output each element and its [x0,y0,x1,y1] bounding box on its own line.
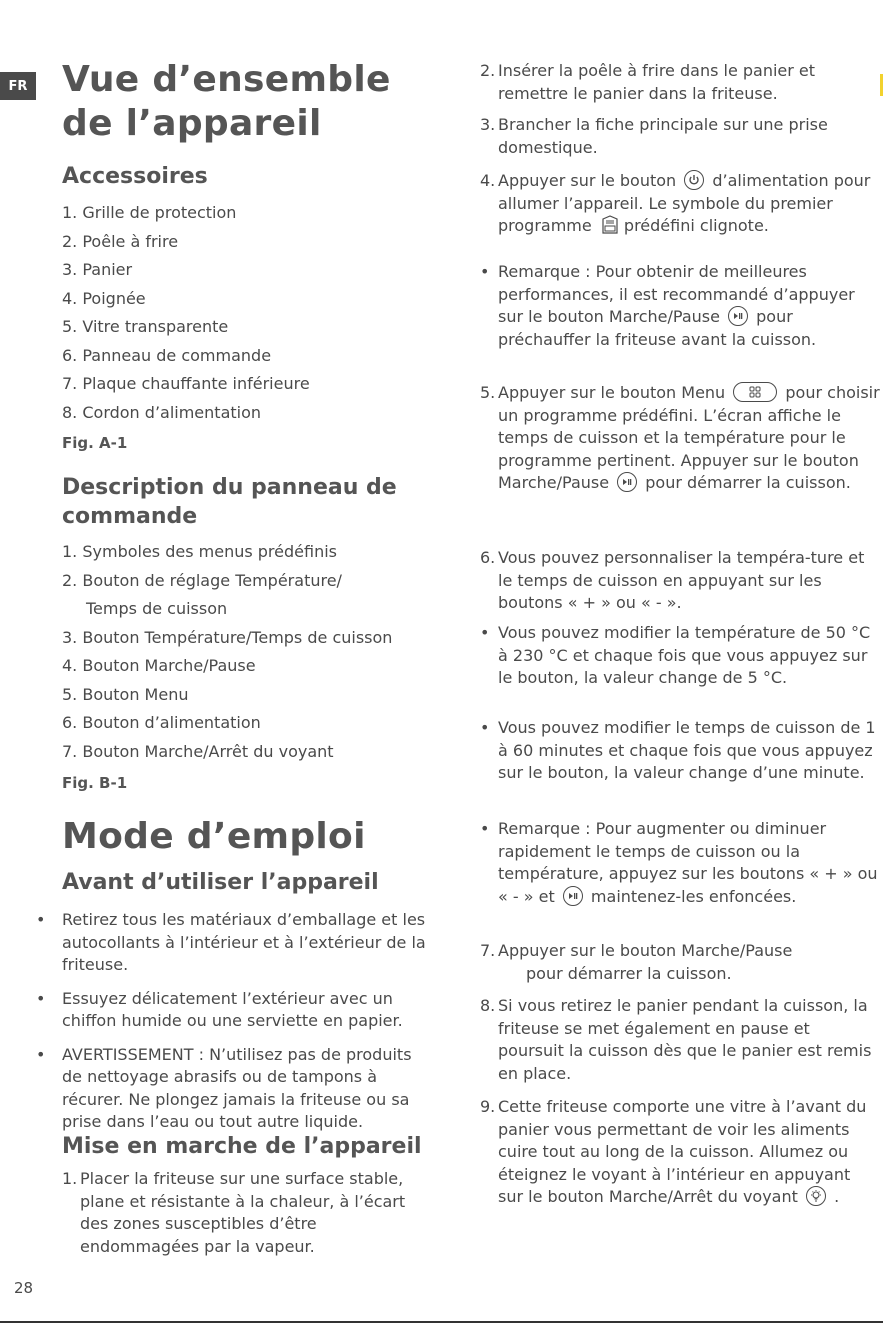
step-text: Placer la friteuse sur une surface stable, plane et résistante à la chaleur, à l’écart des zones susceptibles d’être endommagées par la vapeur. [80,1169,406,1256]
list-item: 1. Grille de protection [62,203,237,222]
step-9 [480,1096,880,1209]
step-text: Appuyer sur le bouton Marche/Pause [498,941,793,960]
step-text: Cette friteuse comporte une vitre à l’avant du panier vous permettant de voir les aliments cuire tout au long de la cuisson. Allumez ou éteignez le voyant à l’intérieur en appuyant sur le bouton Marche/Arrêt du voyant [498,1097,867,1206]
before-use-list [36,909,426,1145]
list-item: 7. Plaque chauffante inférieure [62,374,310,393]
list-item: 8. Cordon d’alimentation [62,402,262,422]
bullet-text: Vous pouvez modifier le temps de cuisson de 1 à 60 minutes et chaque fois que vous appuyez sur le bouton, la valeur change d’une minute. [498,718,876,782]
list-item-continuation: Temps de cuisson [86,599,228,618]
step-text: Insérer la poêle à frire dans le panier et remettre le panier dans la friteuse. [498,61,816,103]
list-item: 5. Bouton Menu [62,684,189,704]
step-2 [480,60,880,105]
control-panel-heading-line2: commande [62,504,198,529]
note-text: pour préchauffer la friteuse avant la cuisson. [498,307,817,349]
section-title-instructions: Mode d’emploi [62,816,366,857]
bullet-text: Vous pouvez modifier la température de 50 °C à 230 °C et chaque fois que vous appuyez sur le bouton, la valeur change de 5 °C. [498,623,871,687]
step-number: 8. [480,996,496,1015]
list-item: 6. Bouton d’alimentation [62,713,261,732]
play-pause-icon [728,306,748,326]
figure-reference-a: Fig. A-1 [62,434,128,452]
note-text: maintenez-les enfoncées. [590,886,797,906]
step-text: Appuyer sur le bouton [498,171,677,190]
bullet-temperature [480,622,880,690]
step-text: pour démarrer la cuisson. [526,963,732,983]
step-number: 5. [480,383,496,402]
startup-step-1 [62,1168,432,1258]
bullet-time [480,717,880,785]
step-text: Si vous retirez le panier pendant la cuisson, la friteuse se met également en pause et poursuit la cuisson dès que le panier est remis en place. [498,996,872,1083]
list-item: • AVERTISSEMENT : N’utilisez pas de produits de nettoyage abrasifs ou de tampons à récurer. Ne plongez jamais la friteuse ou sa prise dans l’eau ou tout autre liquide. [36,1044,426,1134]
note-text: Remarque : Pour augmenter ou diminuer rapidement le temps de cuisson ou la température, appuyez sur les boutons « + » ou « - » et [498,819,878,906]
step-text: pour démarrer la cuisson. [645,473,851,492]
language-tab: FR [0,72,36,100]
list-item: • Essuyez délicatement l’extérieur avec un chiffon humide ou une serviette en papier. [36,988,426,1033]
step-text: Appuyer sur le bouton Menu [498,383,726,402]
step-number: 9. [480,1097,496,1116]
step-number: 1. [62,1169,78,1188]
figure-reference-b: Fig. B-1 [62,774,128,792]
list-item: 3. Bouton Température/Temps de cuisson [62,627,393,647]
note-preheat [480,261,880,351]
step-text: Vous pouvez personnaliser la tempéra-ture et le temps de cuisson en appuyant sur les boutons « + » ou « - ». [498,548,865,612]
startup-heading: Mise en marche de l’appareil [62,1134,422,1159]
play-pause-icon [617,472,637,492]
list-item: 6. Panneau de commande [62,345,272,365]
step-number: 4. [480,171,496,190]
light-bulb-icon [806,1186,826,1206]
accessories-list [62,199,310,427]
list-item: 2. Poêle à frire [62,231,179,251]
step-3 [480,114,880,159]
before-use-heading: Avant d’utiliser l’appareil [62,870,379,895]
step-6 [480,547,880,615]
power-icon [684,170,704,190]
step-text: . [834,1187,840,1206]
step-4 [480,170,880,238]
step-number: 2. [480,61,496,80]
section-title-overview: Vue d’ensemble [62,59,391,100]
menu-icon [733,382,777,402]
list-item: 7. Bouton Marche/Arrêt du voyant [62,741,334,761]
diy-program-icon [601,215,619,235]
step-8 [480,995,880,1085]
list-item: • Retirez tous les matériaux d’emballage et les autocollants à l’intérieur et à l’extérieur de la friteuse. [36,909,426,977]
list-item: 5. Vitre transparente [62,317,229,336]
list-item: 1. Symboles des menus prédéfinis [62,542,337,561]
step-number: 6. [480,548,496,567]
list-item: 4. Bouton Marche/Pause [62,656,256,675]
step-text: Brancher la fiche principale sur une prise domestique. [498,115,828,157]
list-item: 3. Panier [62,260,133,279]
list-item: 4. Poignée [62,288,146,308]
play-pause-icon [563,886,583,906]
control-panel-list [62,538,392,766]
step-text: pour choisir un programme prédéfini. L’écran affiche le temps de cuisson et la température pour le programme pertinent. Appuyer sur le bouton Marche/Pause [498,383,880,492]
step-number: 3. [480,115,496,134]
page-bottom-divider [0,1321,883,1323]
note-quick-adjust [480,818,880,908]
step-5 [480,382,880,495]
section-title-overview-line2: de l’appareil [62,103,322,144]
control-panel-heading: Description du panneau de [62,475,397,500]
step-7 [480,940,880,985]
list-item: 2. Bouton de réglage Température/ [62,570,342,590]
step-text: d’alimentation pour allumer l’appareil. Le symbole du premier programme [498,171,871,235]
accessories-heading: Accessoires [62,164,208,189]
page-number: 28 [14,1279,34,1297]
note-text: Remarque : Pour obtenir de meilleures performances, il est recommandé d’appuyer sur le bouton Marche/Pause [498,262,855,326]
step-text: prédéfini clignote. [623,216,769,235]
step-number: 7. [480,941,496,960]
